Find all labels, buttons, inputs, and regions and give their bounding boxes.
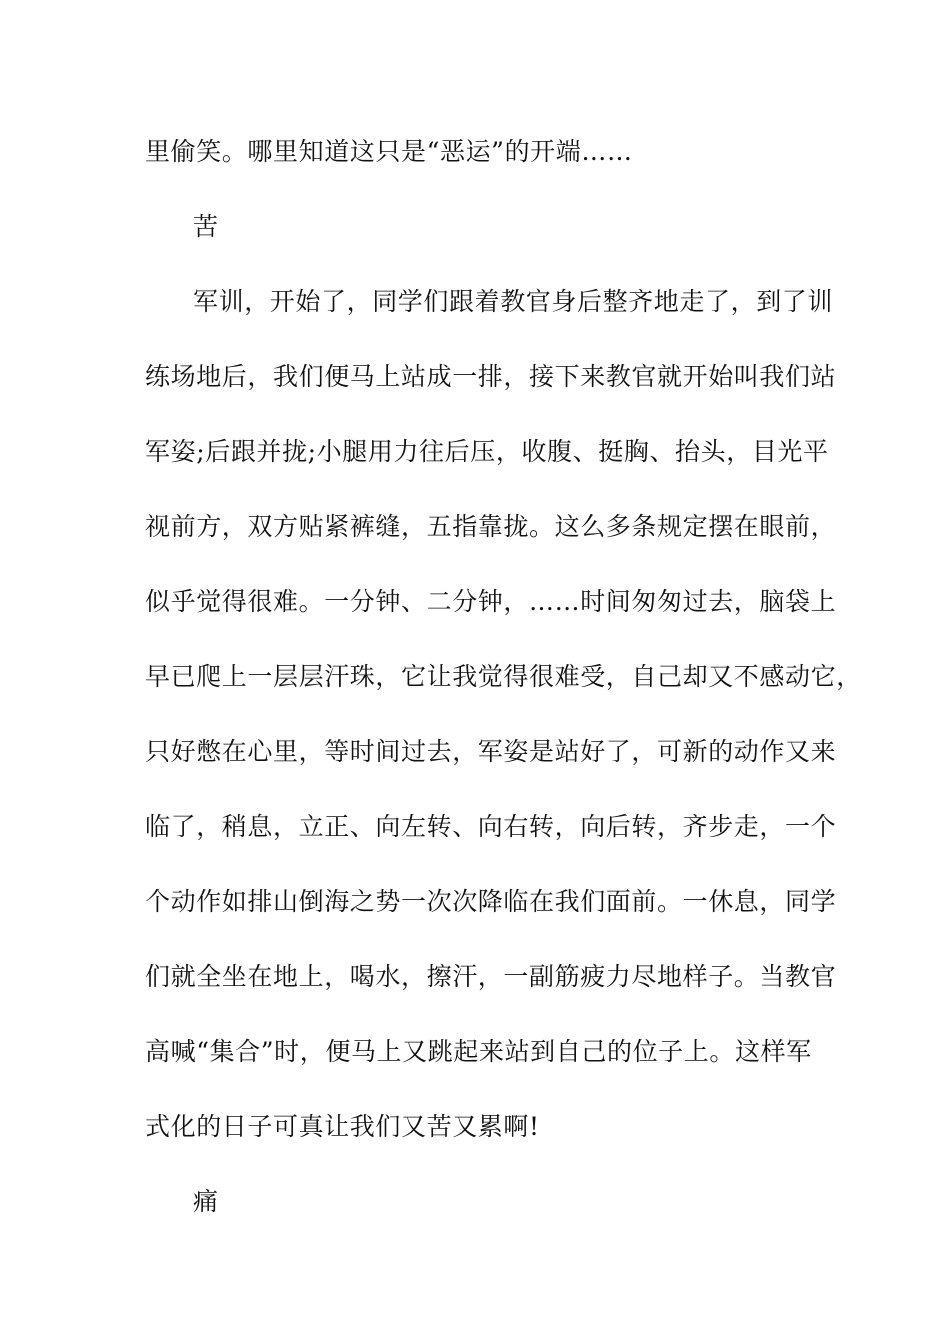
- paragraph-line: 临了，稍息，立正、向左转、向右转，向后转，齐步走，一个: [145, 812, 837, 841]
- paragraph-line: 早已爬上一层层汗珠，它让我觉得很难受，自己却又不感动它，: [145, 662, 862, 691]
- paragraph-line: 军训，开始了，同学们跟着教官身后整齐地走了，到了训: [193, 287, 834, 316]
- paragraph-line: 里偷笑。哪里知道这只是“恶运”的开端……: [145, 137, 633, 166]
- paragraph-line: 们就全坐在地上，喝水，擦汗，一副筋疲力尽地样子。当教官: [145, 962, 837, 991]
- paragraph-line: 个动作如排山倒海之势一次次降临在我们面前。一休息，同学: [145, 887, 837, 916]
- paragraph-line: 式化的日子可真让我们又苦又累啊!: [145, 1112, 540, 1141]
- paragraph-line: 视前方，双方贴紧裤缝，五指靠拢。这么多条规定摆在眼前，: [145, 512, 837, 541]
- paragraph-line: 只好憋在心里，等时间过去，军姿是站好了，可新的动作又来: [145, 737, 837, 766]
- paragraph-line: 似乎觉得很难。一分钟、二分钟，……时间匆匆过去，脑袋上: [145, 587, 837, 616]
- section-heading-ku: 苦: [193, 212, 219, 241]
- paragraph-line: 练场地后，我们便马上站成一排，接下来教官就开始叫我们站: [145, 362, 837, 391]
- paragraph-line: 高喊“集合”时，便马上又跳起来站到自己的位子上。这样军: [145, 1037, 812, 1066]
- section-heading-tong: 痛: [193, 1187, 219, 1216]
- paragraph-line: 军姿;后跟并拢;小腿用力往后压，收腹、挺胸、抬头，目光平: [145, 437, 829, 466]
